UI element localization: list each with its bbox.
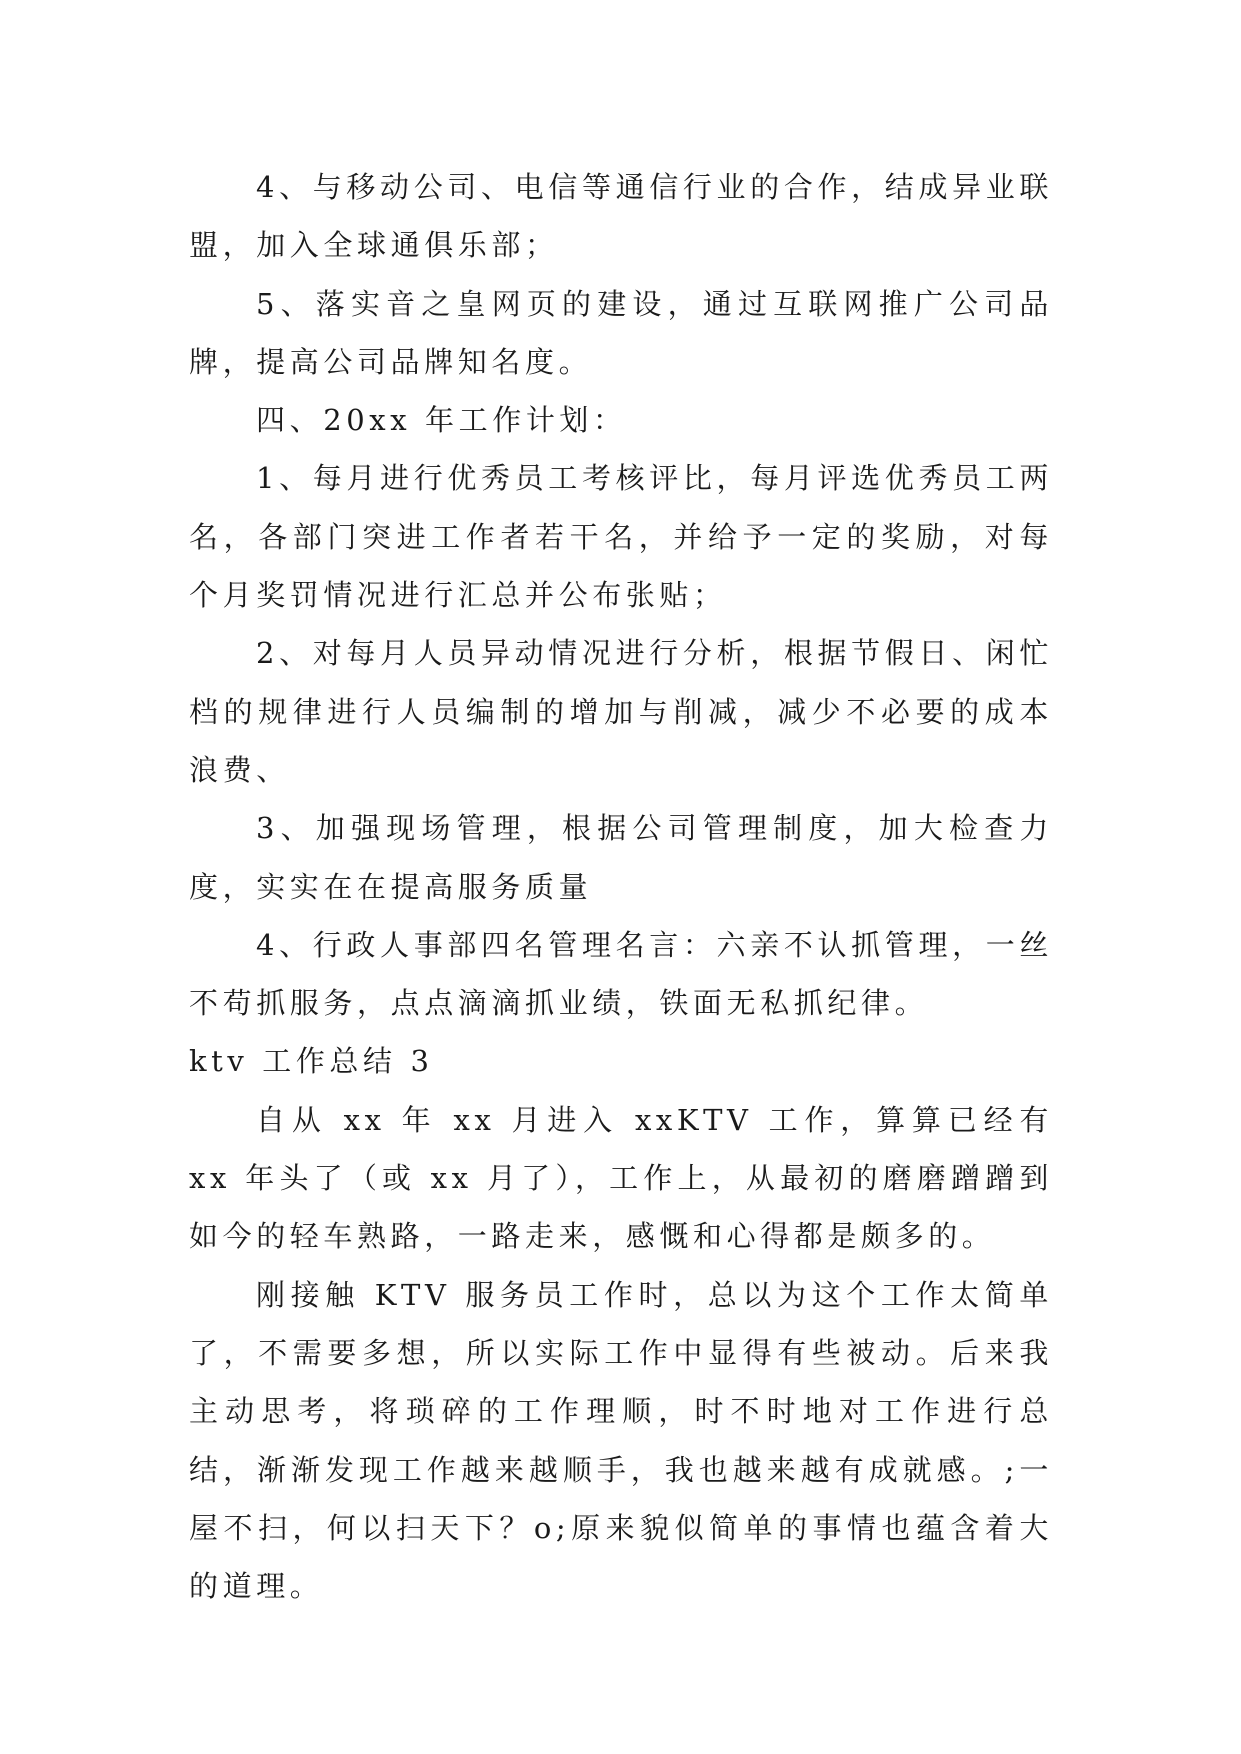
section-heading: ktv 工作总结 3	[189, 1044, 434, 1079]
paragraph-plan-item-2: 2、对每月人员异动情况进行分析，根据节假日、闲忙档的规律进行人员编制的增加与削减，减少不必要的成本浪费、	[189, 636, 1053, 787]
paragraph-plan-item-3: 3、加强现场管理，根据公司管理制度，加大检查力度，实实在在提高服务质量	[189, 811, 1053, 904]
paragraph-reflection: 刚接触 KTV 服务员工作时，总以为这个工作太简单了，不需要多想，所以实际工作中显得有些被动。后来我主动思考，将琐碎的工作理顺，时不时地对工作进行总结，渐渐发现工作越来越顺手，我也越来越有成就感。;一屋不扫，何以扫天下？o;原来貌似简单的事情也蕴含着大的道理。	[189, 1277, 1053, 1604]
paragraph-intro: 自从 xx 年 xx 月进入 xxKTV 工作，算算已经有 xx 年头了（或 xx 月了），工作上，从最初的磨磨蹭蹭到如今的轻车熟路，一路走来，感慨和心得都是颇多的。	[189, 1102, 1053, 1254]
paragraph-plan-item-1: 1、每月进行优秀员工考核评比，每月评选优秀员工两名，各部门突进工作者若干名，并给予一定的奖励，对每个月奖罚情况进行汇总并公布张贴；	[189, 461, 1053, 613]
document-body	[189, 158, 1053, 1615]
paragraph-plan-item-4: 4、行政人事部四名管理名言：六亲不认抓管理，一丝不苟抓服务，点点滴滴抓业绩，铁面无私抓纪律。	[189, 927, 1053, 1021]
paragraph-cooperation: 4、与移动公司、电信等通信行业的合作，结成异业联盟，加入全球通俱乐部；	[189, 170, 1053, 263]
paragraph-work-plan-heading: 四、20xx 年工作计划：	[256, 403, 627, 438]
paragraph-website: 5、落实音之皇网页的建设，通过互联网推广公司品牌，提高公司品牌知名度。	[189, 286, 1053, 379]
